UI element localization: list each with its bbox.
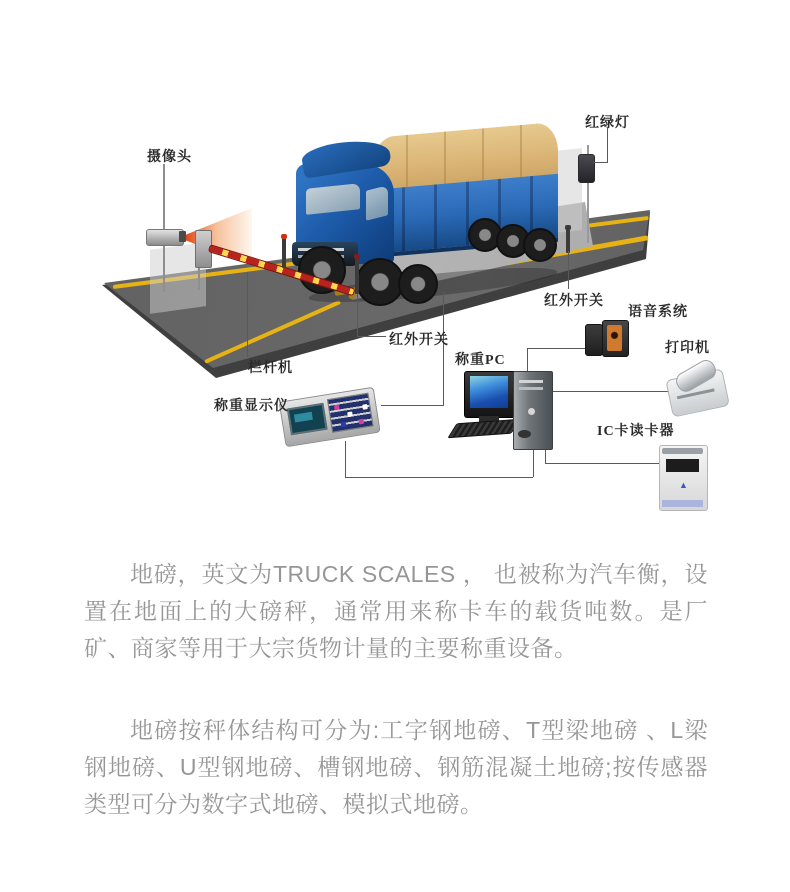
pc-keyboard (447, 419, 520, 438)
camera-lens-icon (179, 231, 186, 242)
pc-to-speaker-connector (527, 348, 528, 372)
printer-device (664, 360, 731, 419)
cab-side-window (366, 185, 388, 220)
pc-to-reader-connector (545, 463, 660, 464)
pc-tower (513, 371, 553, 450)
pc-drive-slot (519, 380, 543, 383)
reader-led-display (666, 459, 699, 472)
keypad-keys (334, 404, 340, 410)
camera-label: 摄像头 (147, 150, 192, 165)
pc-monitor (464, 371, 516, 418)
reader-top-strip (662, 448, 703, 454)
ic-card-reader-device (659, 445, 708, 511)
infrared-middle-connector (357, 294, 358, 337)
infrared-middle-connector (357, 336, 386, 337)
traffic-light-connector (607, 128, 608, 163)
reader-arrow-icon: ▲ (679, 480, 688, 490)
infrared-switch-pole-left (282, 238, 286, 268)
barrier-gate-label: 栏杆机 (248, 361, 293, 376)
camera-pole (163, 164, 165, 292)
traffic-light-label: 红绿灯 (585, 116, 630, 131)
weighing-indicator-label: 称重显示仪 (214, 399, 289, 414)
infrared-right-connector (568, 251, 569, 289)
tractor-rear-wheel (398, 264, 438, 304)
barrier-label-connector (247, 272, 248, 357)
speaker-left (585, 324, 603, 356)
infrared-switch-pole-right (566, 229, 570, 253)
pc-to-speaker-connector (527, 348, 587, 349)
infrared-switch-middle-label: 红外开关 (389, 333, 449, 348)
infrared-switch-cap-right (565, 225, 571, 230)
scale-to-indicator-connector (381, 405, 443, 406)
indicator-screen (287, 403, 328, 435)
description-paragraph-1: 地磅，英文为TRUCK SCALES ， 也被称为汽车衡，设置在地面上的大磅秤，通常用来称卡车的载货吨数。是厂矿、商家等用于大宗货物计量的主要称重设备。 (84, 561, 708, 661)
pc-mouse (518, 430, 531, 438)
trailer-wheel (523, 228, 557, 262)
pc-monitor-screen (470, 376, 508, 408)
traffic-light-connector (593, 162, 607, 163)
printer-label: 打印机 (665, 341, 710, 356)
cab-rear-wheel (356, 258, 404, 306)
ic-card-reader-label: IC卡读卡器 (597, 424, 675, 439)
indicator-keypad (327, 393, 374, 433)
pc-power-button (528, 408, 535, 415)
infrared-switch-right-label: 红外开关 (544, 294, 604, 309)
pc-drive-slot (519, 387, 543, 390)
pc-to-printer-connector (553, 391, 670, 392)
traffic-light-device (578, 154, 595, 183)
voice-system-label: 语音系统 (628, 305, 688, 320)
indicator-to-pc-connector (345, 441, 346, 477)
description-paragraph-2: 地磅按秤体结构可分为:工字钢地磅、T型梁地磅 、L梁钢地磅、U型钢地磅、槽钢地磅、钢筋混凝土地磅;按传感器类型可分为数字式地磅、模拟式地磅。 (84, 717, 708, 817)
infrared-switch-pole-middle (355, 258, 359, 294)
infrared-switch-cap-middle (354, 254, 360, 259)
weighing-indicator-device (279, 387, 382, 451)
weighing-pc-label: 称重PC (455, 353, 506, 368)
scale-to-indicator-connector (443, 292, 444, 406)
infrared-switch-cap-left (281, 234, 287, 239)
indicator-to-pc-connector (345, 477, 533, 478)
reader-card-slot (662, 500, 703, 507)
description-text (84, 556, 708, 823)
speaker-right (602, 320, 629, 357)
